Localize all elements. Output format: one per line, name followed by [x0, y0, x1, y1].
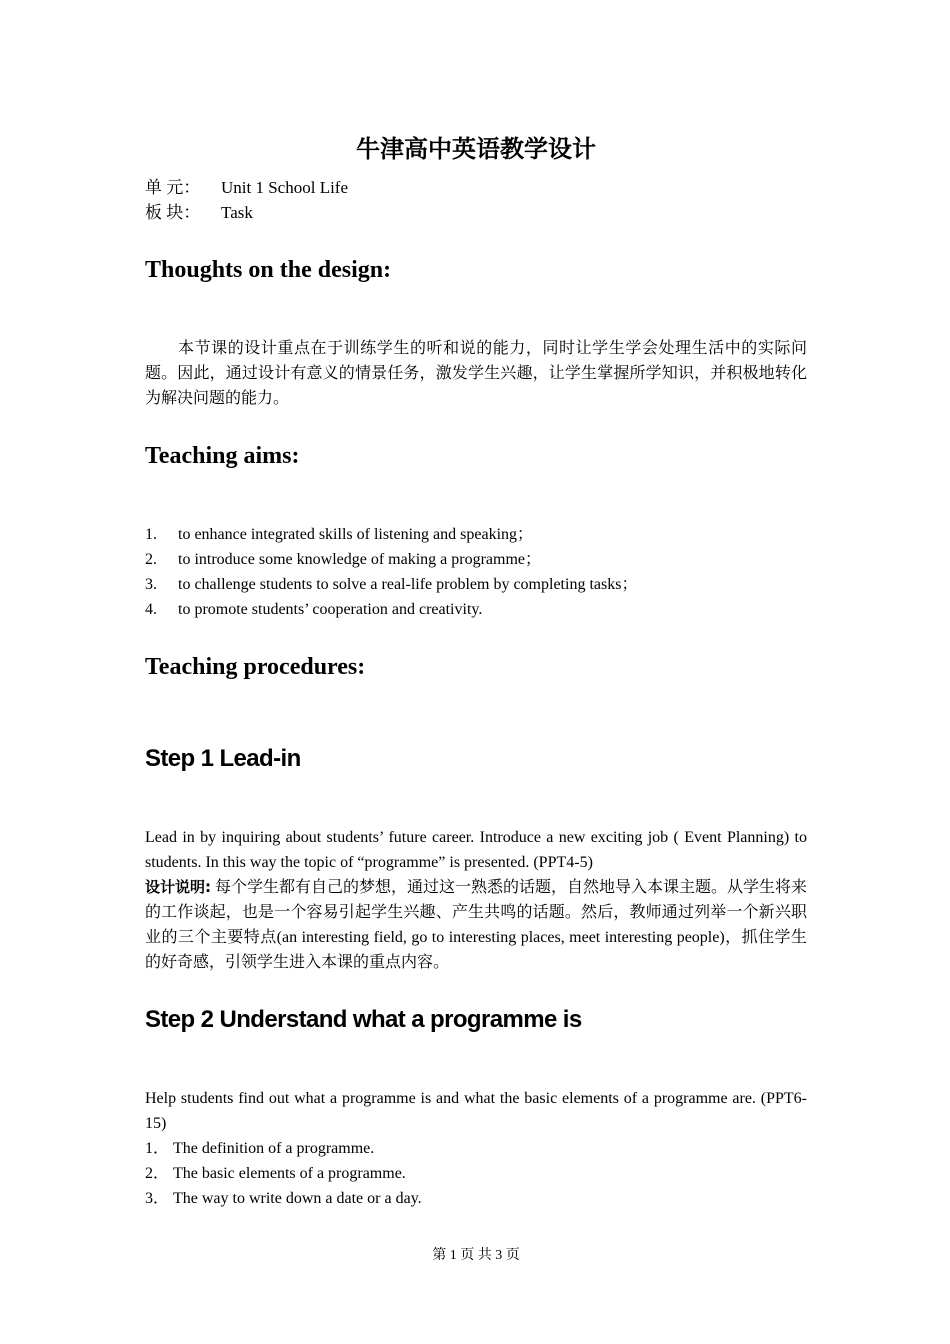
- document-meta: [145, 175, 348, 225]
- list-item-text: The definition of a programme.: [173, 1140, 375, 1157]
- section-row: [145, 200, 348, 225]
- list-item-number: 1.: [145, 526, 157, 543]
- thoughts-text: 本节课的设计重点在于训练学生的听和说的能力，同时让学生学会处理生活中的实际问题。因此，通过设计有意义的情景任务，激发学生兴趣，让学生掌握所学知识，并积极地转化为解决问题的能力。: [145, 340, 807, 407]
- list-item-number: 2．: [145, 1165, 170, 1182]
- list-item: [145, 547, 807, 572]
- aims-list: [145, 522, 807, 622]
- list-item: [145, 1186, 807, 1211]
- list-item: [145, 1161, 807, 1186]
- list-item: [145, 522, 807, 547]
- list-item-number: 4.: [145, 601, 157, 618]
- step1-text: Lead in by inquiring about students’ future career. Introduce a new exciting job ( Event Planning) to students. In this way the topic of “programme” is presented. (PPT4-5): [145, 829, 807, 871]
- list-item-text: The basic elements of a programme.: [173, 1165, 406, 1182]
- step1-note: [145, 875, 807, 975]
- step2-list: [145, 1136, 807, 1211]
- unit-value: Unit 1 School Life: [221, 178, 349, 197]
- list-item-number: 3.: [145, 576, 157, 593]
- list-item-number: 2.: [145, 551, 157, 568]
- document-page: [145, 0, 807, 1344]
- step1-note-text: 每个学生都有自己的梦想，通过这一熟悉的话题，自然地导入本课主题。从学生将来的工作谈起，也是一个容易引起学生兴趣、产生共鸣的话题。然后，教师通过列举一个新兴职业的三个主要特点(an interesting field, go to interesting places, meet interesting people)，抓住学生的好奇感，引领学生进入本课的重点内容。: [145, 879, 808, 971]
- list-item: [145, 1136, 807, 1161]
- list-item-text: to challenge students to solve a real-life problem by completing tasks；: [178, 576, 638, 593]
- list-item-text: to promote students’ cooperation and creativity.: [178, 601, 483, 618]
- list-item-number: 1．: [145, 1140, 170, 1157]
- step1-note-label: 设计说明:: [145, 878, 211, 896]
- document-title: 牛津高中英语教学设计: [356, 135, 596, 163]
- list-item-number: 3．: [145, 1190, 170, 1207]
- aims-heading: Teaching aims:: [145, 443, 300, 469]
- procedures-heading: Teaching procedures:: [145, 654, 366, 680]
- unit-row: [145, 175, 348, 200]
- list-item: [145, 597, 807, 622]
- list-item-text: to enhance integrated skills of listening and speaking；: [178, 526, 534, 543]
- section-value: Task: [221, 203, 253, 222]
- step1-heading: Step 1 Lead-in: [145, 745, 301, 772]
- thoughts-heading: Thoughts on the design:: [145, 257, 392, 283]
- step2-heading: Step 2 Understand what a programme is: [145, 1006, 582, 1033]
- unit-key: 单 元：: [145, 178, 201, 197]
- page-footer: 第 1 页 共 3 页: [432, 1248, 520, 1263]
- list-item: [145, 572, 807, 597]
- list-item-text: to introduce some knowledge of making a programme；: [178, 551, 542, 568]
- section-key: 板 块：: [145, 203, 201, 222]
- list-item-text: The way to write down a date or a day.: [173, 1190, 422, 1207]
- step2-text: Help students find out what a programme is and what the basic elements of a programme are. (PPT6-15): [145, 1090, 807, 1132]
